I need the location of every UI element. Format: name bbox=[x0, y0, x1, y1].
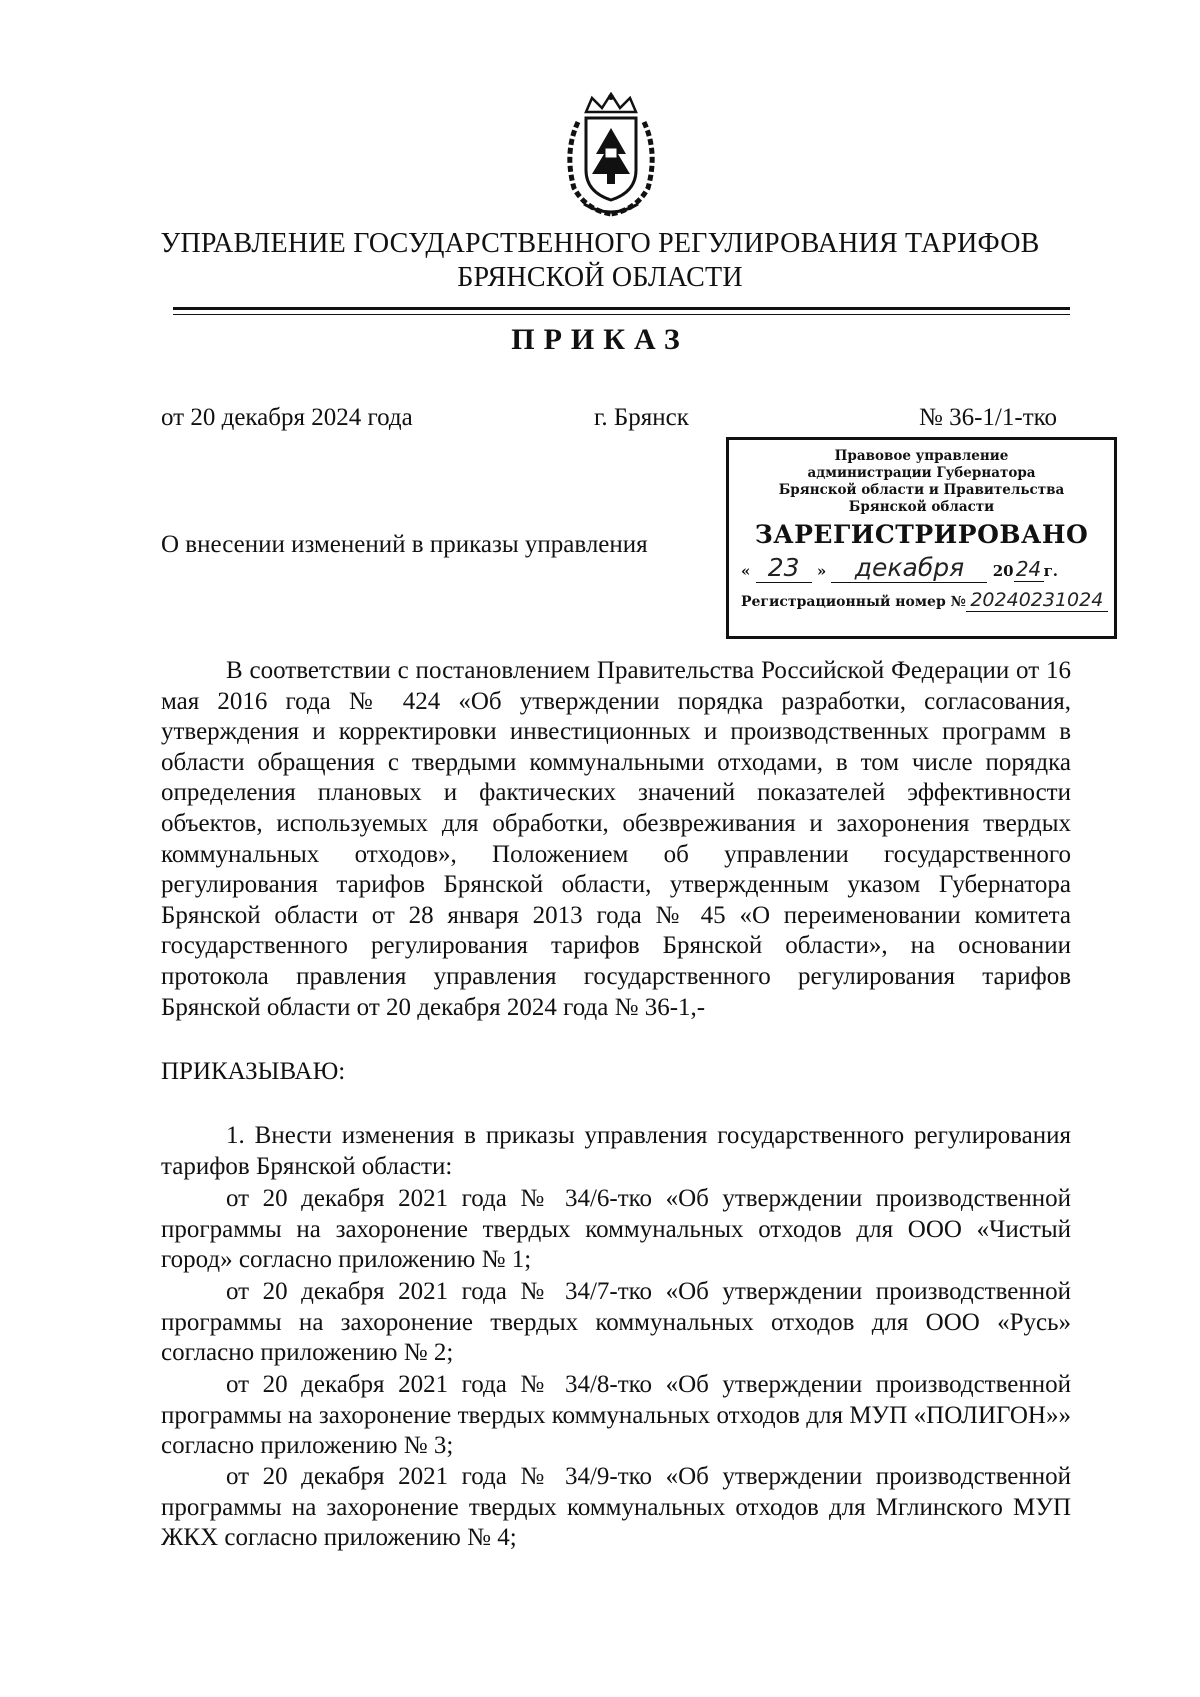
list-item: от 20 декабря 2021 года № 34/8-тко «Об утверждении производственной программы на захоронение твердых коммунальных отходов для МУП «ПОЛИГОН»» согласно приложению № 3; bbox=[161, 1371, 1071, 1460]
stamp-year-handwritten: 24 bbox=[1014, 557, 1044, 582]
document-subject: О внесении изменений в приказы управления bbox=[161, 531, 648, 558]
stamp-line4: Брянской области bbox=[848, 499, 995, 515]
header-divider-thick bbox=[173, 307, 1070, 310]
organization-name-line2: БРЯНСКОЙ ОБЛАСТИ bbox=[457, 262, 743, 293]
registration-stamp bbox=[726, 437, 1117, 639]
stamp-registered: ЗАРЕГИСТРИРОВАНО bbox=[754, 520, 1089, 549]
stamp-year-unit: г. bbox=[1043, 562, 1058, 580]
order-word: ПРИКАЗЫВАЮ: bbox=[161, 1058, 346, 1085]
document-date: от 20 декабря 2024 года bbox=[161, 404, 413, 431]
stamp-reg-label: Регистрационный номер № bbox=[741, 594, 966, 610]
point-1-paragraph: 1. Внести изменения в приказы управления государственного регулирования тарифов Брянской области: bbox=[161, 1122, 1071, 1180]
stamp-number-row bbox=[729, 589, 1114, 612]
stamp-quote-close: » bbox=[816, 562, 827, 580]
preamble-paragraph: В соответствии с постановлением Правительства Российской Федерации от 16 мая 2016 года № 424 «Об утверждении порядка разработки, согласования, утверждения и корректировки инвестиционных и производственных программ в области обращения с твердыми коммунальными отходами, в том числе порядка определения плановых и фактических значений показателей эффективности объектов, используемых для обработки, обезвреживания и захоронения твердых коммунальных отходов», Положением об управлении государственного регулирования тарифов Брянской области, утвержденным указом Губернатора Брянской области от 28 января 2013 года № 45 «О переименовании комитета государственного регулирования тарифов Брянской области», на основании протокола правления управления государственного регулирования тарифов Брянской области от 20 декабря 2024 года № 36-1,- bbox=[161, 657, 1071, 1021]
stamp-quote-open: « bbox=[741, 562, 751, 580]
stamp-reg-number-handwritten: 20240231024 bbox=[966, 589, 1108, 612]
list-item: от 20 декабря 2021 года № 34/7-тко «Об утверждении производственной программы на захоронение твердых коммунальных отходов для ООО «Русь» согласно приложению № 2; bbox=[161, 1278, 1071, 1367]
list-item: от 20 декабря 2021 года № 34/9-тко «Об утверждении производственной программы на захоронение твердых коммунальных отходов для Мглинского МУП ЖКХ согласно приложению № 4; bbox=[161, 1463, 1071, 1552]
stamp-date-row bbox=[729, 553, 1114, 583]
header-divider-thin bbox=[173, 314, 1070, 315]
document-number: № 36-1/1-тко bbox=[919, 404, 1058, 431]
stamp-line3: Брянской области и Правительства bbox=[778, 482, 1065, 498]
stamp-line1: Правовое управление bbox=[834, 448, 1009, 464]
bryansk-coat-of-arms-icon bbox=[556, 92, 666, 220]
document-title: ПРИКАЗ bbox=[511, 323, 689, 356]
document-city: г. Брянск bbox=[594, 404, 689, 431]
stamp-month-handwritten: декабря bbox=[831, 553, 987, 583]
list-item: от 20 декабря 2021 года № 34/6-тко «Об утверждении производственной программы на захоронение твердых коммунальных отходов для ООО «Чистый город» согласно приложению № 1; bbox=[161, 1185, 1071, 1274]
organization-name-line1: УПРАВЛЕНИЕ ГОСУДАРСТВЕННОГО РЕГУЛИРОВАНИЯ ТАРИФОВ bbox=[160, 228, 1040, 259]
stamp-year-prefix: 20 bbox=[992, 562, 1014, 580]
stamp-day-handwritten: 23 bbox=[756, 553, 812, 583]
stamp-line2: администрации Губернатора bbox=[807, 465, 1036, 481]
